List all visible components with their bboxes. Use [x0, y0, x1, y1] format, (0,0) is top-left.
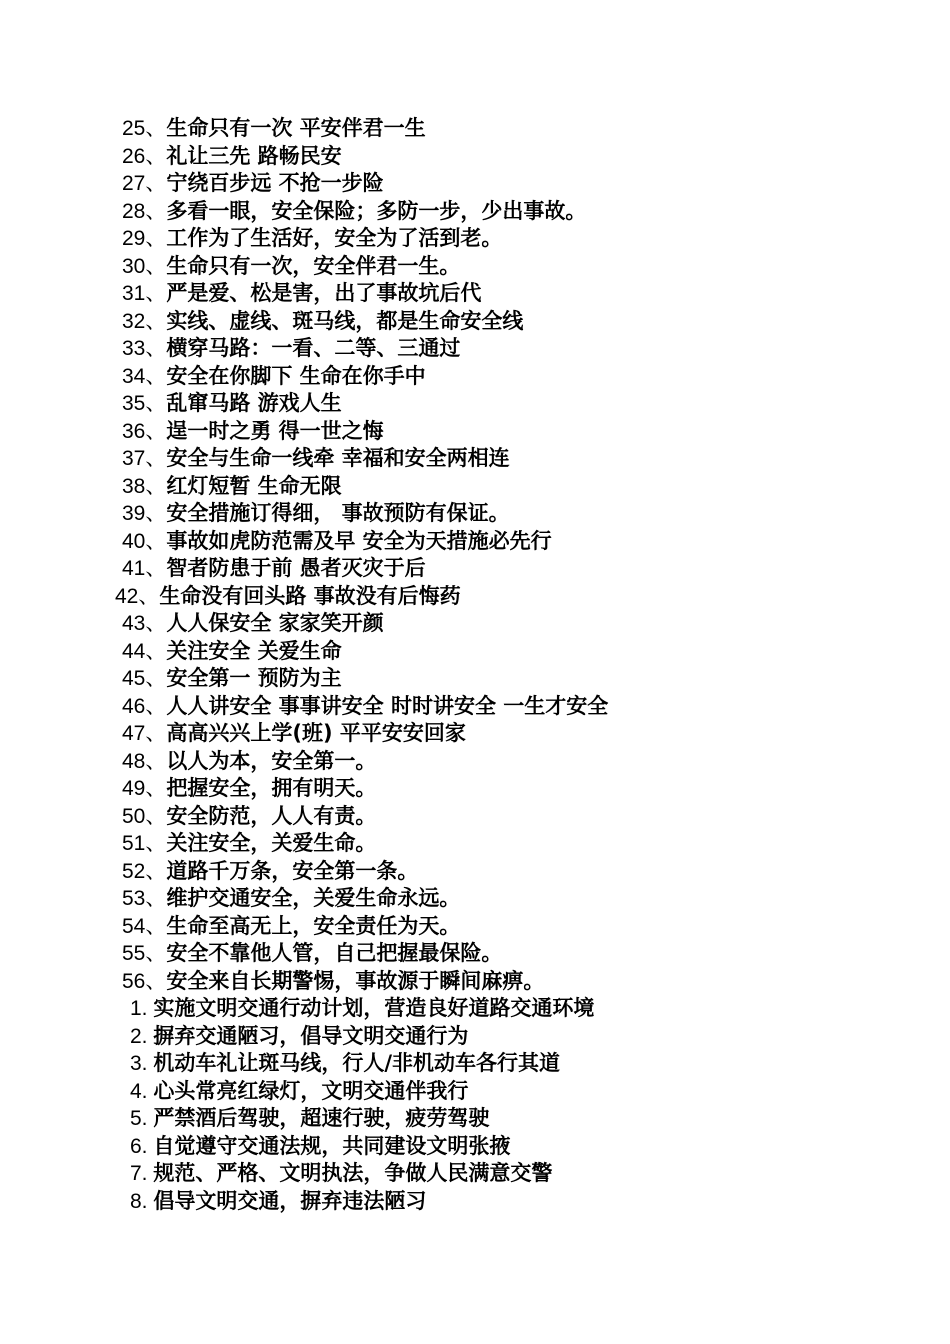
- slogan-text: 高高兴兴上学(班) 平平安安回家: [166, 721, 466, 745]
- slogan-line: [0, 500, 950, 528]
- slogan-line: [0, 198, 950, 226]
- slogan-number: 45、: [122, 667, 167, 690]
- slogan-number: 28、: [122, 199, 167, 223]
- slogan-line: [0, 1105, 950, 1133]
- slogan-text: 智者防患于前 愚者灭灾于后: [166, 556, 426, 580]
- slogan-number: 40、: [122, 529, 167, 553]
- slogan-line: [0, 418, 950, 446]
- slogan-text: 生命至高无上，安全责任为天。: [166, 913, 461, 938]
- slogan-line: [0, 748, 950, 776]
- slogan-line: [0, 445, 950, 473]
- slogan-line: [0, 830, 950, 858]
- slogan-line: [0, 253, 950, 281]
- slogan-line: [0, 1188, 950, 1216]
- slogan-line: [0, 583, 950, 611]
- slogan-line: [0, 885, 950, 913]
- slogan-number: 25、: [122, 117, 167, 140]
- slogan-number: 36、: [122, 419, 167, 443]
- slogan-text: 把握安全，拥有明天。: [166, 776, 377, 800]
- slogan-text: 机动车礼让斑马线，行人/非机动车各行其道: [153, 1051, 561, 1075]
- slogan-text: 摒弃交通陋习，倡导文明交通行为: [153, 1023, 469, 1048]
- slogan-line: [0, 968, 950, 996]
- slogan-line: [0, 610, 950, 638]
- slogan-line: [0, 1160, 950, 1188]
- slogan-number: 32、: [122, 309, 167, 333]
- slogan-line: [0, 363, 950, 391]
- slogan-text: 安全与生命一线牵 幸福和安全两相连: [166, 446, 510, 470]
- slogan-text: 心头常亮红绿灯，文明交通伴我行: [153, 1078, 469, 1103]
- slogan-number: 35、: [122, 392, 167, 415]
- slogan-text: 实施文明交通行动计划，营造良好道路交通环境: [153, 996, 595, 1020]
- slogan-line: [0, 143, 950, 171]
- slogan-text: 安全在你脚下 生命在你手中: [166, 363, 426, 388]
- slogan-number: 48、: [122, 749, 167, 773]
- slogan-line: [0, 720, 950, 748]
- slogan-text: 安全措施订得细， 事故预防有保证。: [166, 501, 510, 525]
- slogan-number: 47、: [122, 722, 167, 745]
- slogan-line: [0, 638, 950, 666]
- slogan-line: [0, 555, 950, 583]
- slogan-text: 事故如虎防范需及早 安全为天措施必先行: [166, 528, 552, 553]
- slogan-line: [0, 473, 950, 501]
- slogan-number: 53、: [122, 887, 167, 910]
- slogan-number: 30、: [122, 254, 167, 278]
- slogan-line: [0, 115, 950, 143]
- slogan-text: 礼让三先 路畅民安: [166, 143, 342, 168]
- slogan-number: 55、: [122, 942, 167, 965]
- slogan-text: 关注安全，关爱生命。: [166, 831, 377, 855]
- slogan-text: 工作为了生活好，安全为了活到老。: [166, 226, 503, 250]
- slogan-number: 29、: [122, 227, 167, 250]
- slogan-number: 38、: [122, 474, 167, 498]
- slogan-text: 严禁酒后驾驶，超速行驶，疲劳驾驶: [153, 1106, 490, 1130]
- slogan-number: 56、: [122, 969, 167, 993]
- slogan-text: 规范、严格、文明执法，争做人民满意交警: [153, 1161, 553, 1185]
- slogan-text: 严是爱、松是害，出了事故坑后代: [166, 281, 482, 305]
- slogan-number: 6.: [130, 1134, 154, 1158]
- slogan-line: [0, 1133, 950, 1161]
- slogan-number: 5.: [130, 1107, 154, 1130]
- slogan-number: 52、: [122, 859, 167, 883]
- slogan-number: 51、: [122, 832, 167, 855]
- slogan-text: 实线、虚线、斑马线，都是生命安全线: [166, 308, 524, 333]
- slogan-line: [0, 280, 950, 308]
- slogan-number: 44、: [122, 639, 167, 663]
- slogan-text: 逞一时之勇 得一世之悔: [166, 418, 384, 443]
- slogan-line: [0, 858, 950, 886]
- slogan-text: 人人保安全 家家笑开颜: [166, 611, 384, 635]
- slogan-text: 安全来自长期警惕，事故源于瞬间麻痹。: [166, 968, 545, 993]
- slogan-text: 安全第一 预防为主: [166, 666, 342, 690]
- slogan-number: 49、: [122, 777, 167, 800]
- slogan-text: 生命只有一次，安全伴君一生。: [166, 253, 461, 278]
- slogan-number: 4.: [130, 1079, 154, 1103]
- slogan-text: 安全不靠他人管，自己把握最保险。: [166, 941, 503, 965]
- slogan-line: [0, 1023, 950, 1051]
- slogan-text: 安全防范，人人有责。: [166, 803, 377, 828]
- slogan-number: 41、: [122, 557, 167, 580]
- slogan-text: 以人为本，安全第一。: [166, 748, 377, 773]
- slogan-line: [0, 1078, 950, 1106]
- slogan-line: [0, 995, 950, 1023]
- slogan-number: 26、: [122, 144, 167, 168]
- slogan-line: [0, 775, 950, 803]
- slogan-number: 43、: [122, 612, 167, 635]
- slogan-number: 37、: [122, 447, 167, 470]
- slogan-number: 3.: [130, 1052, 154, 1075]
- slogan-line: [0, 528, 950, 556]
- slogan-line: [0, 913, 950, 941]
- slogan-number: 33、: [122, 337, 167, 360]
- slogan-number: 54、: [122, 914, 167, 938]
- slogan-text: 横穿马路：一看、二等、三通过: [166, 336, 461, 360]
- slogan-line: [0, 390, 950, 418]
- slogan-line: [0, 803, 950, 831]
- slogan-line: [0, 225, 950, 253]
- slogan-number: 50、: [122, 804, 167, 828]
- slogan-line: [0, 693, 950, 721]
- slogan-number: 34、: [122, 364, 167, 388]
- slogan-text: 生命没有回头路 事故没有后悔药: [159, 583, 461, 608]
- slogan-text: 多看一眼，安全保险；多防一步，少出事故。: [166, 198, 587, 223]
- slogan-line: [0, 665, 950, 693]
- slogan-line: [0, 940, 950, 968]
- slogan-text: 人人讲安全 事事讲安全 时时讲安全 一生才安全: [166, 693, 609, 718]
- slogan-text: 道路千万条，安全第一条。: [166, 858, 419, 883]
- slogan-text: 倡导文明交通，摒弃违法陋习: [153, 1188, 427, 1213]
- slogan-text: 乱窜马路 游戏人生: [166, 391, 342, 415]
- slogan-number: 2.: [130, 1024, 154, 1048]
- slogan-number: 27、: [122, 172, 167, 195]
- slogan-list: [0, 115, 950, 1215]
- slogan-number: 39、: [122, 502, 167, 525]
- slogan-number: 31、: [122, 282, 167, 305]
- slogan-line: [0, 335, 950, 363]
- slogan-number: 8.: [130, 1189, 154, 1213]
- slogan-text: 维护交通安全，关爱生命永远。: [166, 886, 461, 910]
- slogan-text: 宁绕百步远 不抢一步险: [166, 171, 384, 195]
- slogan-text: 自觉遵守交通法规，共同建设文明张掖: [153, 1133, 511, 1158]
- slogan-text: 关注安全 关爱生命: [166, 638, 342, 663]
- slogan-line: [0, 170, 950, 198]
- slogan-line: [0, 308, 950, 336]
- slogan-number: 7.: [130, 1162, 154, 1185]
- slogan-number: 1.: [130, 997, 154, 1020]
- slogan-number: 42、: [115, 584, 160, 608]
- slogan-text: 生命只有一次 平安伴君一生: [166, 116, 426, 140]
- slogan-number: 46、: [122, 694, 167, 718]
- slogan-text: 红灯短暂 生命无限: [166, 473, 342, 498]
- slogan-line: [0, 1050, 950, 1078]
